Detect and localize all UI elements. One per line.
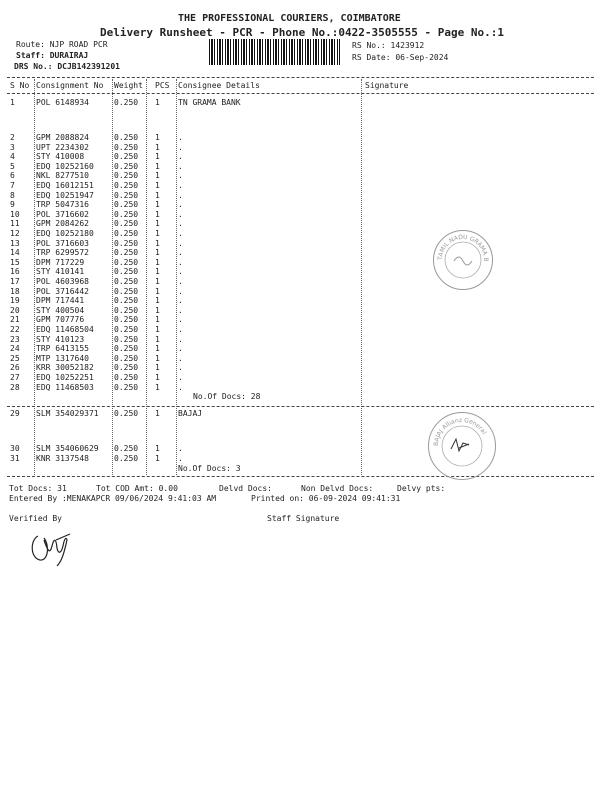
row-pcs: 1 [155,152,160,162]
row-pcs: 1 [155,238,160,248]
row-pcs: 1 [155,409,160,418]
row-sno: 12 [10,229,20,238]
row-details: BAJAJ [178,409,203,418]
row-sno: 10 [10,209,20,219]
row-details: . [178,171,183,181]
divider [7,406,594,407]
column-line [112,79,113,475]
row-weight: 0.250 [114,98,139,107]
row-weight: 0.250 [114,305,139,315]
row-details: . [178,248,183,258]
row-consignment: EDQ 11468504 [36,325,94,334]
row-sno: 1 [10,98,15,107]
row-pcs: 1 [155,142,160,152]
row-sno: 22 [10,325,20,334]
row-sno: 30 [10,444,20,453]
row-consignment: DPM 717441 [36,296,85,306]
row-pcs: 1 [155,334,160,344]
row-details: . [178,286,183,296]
verified-by: Verified By [9,514,62,523]
row-details: . [178,277,183,286]
row-pcs: 1 [155,209,160,219]
row-weight: 0.250 [114,325,139,334]
rs-number: RS No.: 1423912 [352,41,425,50]
barcode [209,39,340,65]
row-weight: 0.250 [114,409,139,418]
staff-label: Staff: DURAIRAJ [16,51,89,60]
row-weight: 0.250 [114,181,139,190]
delivered-docs: Delvd Docs: [219,484,272,493]
row-pcs: 1 [155,229,160,238]
row-pcs: 1 [155,382,160,392]
row-consignment: TRP 6413155 [36,344,89,354]
row-consignment: NKL 8277510 [36,171,89,181]
col-signature: Signature [365,81,409,90]
row-sno: 18 [10,286,20,296]
row-consignment: POL 4603968 [36,277,89,286]
row-pcs: 1 [155,267,160,277]
row-weight: 0.250 [114,373,139,382]
row-pcs: 1 [155,248,160,258]
column-line [176,79,177,475]
handwritten-signature [28,528,80,568]
row-consignment: POL 3716603 [36,238,89,248]
row-sno: 6 [10,171,15,181]
row-sno: 25 [10,353,20,363]
row-details: . [178,152,183,162]
row-consignment: STY 410141 [36,267,85,277]
row-consignment: EDQ 11468503 [36,382,94,392]
row-details: . [178,334,183,344]
row-details: . [178,353,183,363]
row-consignment: EDQ 10251947 [36,190,94,200]
row-details: . [178,382,183,392]
row-sno: 15 [10,257,20,267]
col-consignment: Consignment No [36,81,104,90]
entered-by: Entered By :MENAKAPCR 09/06/2024 9:41:03 AM [9,494,217,503]
row-sno: 26 [10,363,20,373]
row-details: . [178,444,183,453]
docs-count: No.Of Docs: 3 [178,464,241,473]
row-weight: 0.250 [114,190,139,200]
row-sno: 20 [10,305,20,315]
row-weight: 0.250 [114,444,139,453]
row-details: . [178,229,183,238]
row-pcs: 1 [155,219,160,229]
row-details: . [178,142,183,152]
row-consignment: GPM 2084262 [36,219,89,229]
row-consignment: KRR 30052182 [36,363,94,373]
row-weight: 0.250 [114,344,139,354]
row-weight: 0.250 [114,382,139,392]
svg-text:TAMIL NADU GRAMA BANK: TAMIL NADU GRAMA B [436,233,490,262]
row-pcs: 1 [155,190,160,200]
row-consignment: UPT 2234302 [36,142,89,152]
row-consignment: MTP 1317640 [36,353,89,363]
row-pcs: 1 [155,171,160,181]
row-weight: 0.250 [114,454,139,463]
row-sno: 16 [10,267,20,277]
row-details: . [178,373,183,382]
row-weight: 0.250 [114,277,139,286]
row-consignment: POL 6148934 [36,98,89,107]
row-sno: 28 [10,382,20,392]
row-sno: 4 [10,152,15,162]
col-weight: Weight [114,81,143,90]
row-consignment: EDQ 10252180 [36,229,94,238]
row-sno: 7 [10,181,15,190]
row-consignment: EDQ 10252251 [36,373,94,382]
row-pcs: 1 [155,373,160,382]
divider [7,77,594,78]
row-pcs: 1 [155,363,160,373]
row-details: . [178,190,183,200]
row-sno: 24 [10,344,20,354]
row-sno: 8 [10,190,15,200]
total-cod: Tot COD Amt: 0.00 [96,484,178,493]
row-weight: 0.250 [114,296,139,306]
row-consignment: DPM 717229 [36,257,85,267]
row-consignment: EDQ 10252160 [36,161,94,171]
row-details: . [178,363,183,373]
divider [7,93,594,94]
row-weight: 0.250 [114,209,139,219]
delivery-points: Delvy pts: [397,484,446,493]
staff-signature-label: Staff Signature [267,514,340,523]
column-line [146,79,147,475]
row-consignment: TRP 6299572 [36,248,89,258]
rs-date: RS Date: 06-Sep-2024 [352,53,449,62]
row-sno: 9 [10,200,15,210]
svg-text:BAJAJ Allianz General: BAJAJ Allianz General [432,416,488,447]
row-details: . [178,325,183,334]
row-details: . [178,181,183,190]
row-details: . [178,305,183,315]
row-weight: 0.250 [114,334,139,344]
row-consignment: SLM 354029371 [36,409,99,418]
row-details: . [178,238,183,248]
company-title: THE PROFESSIONAL COURIERS, COIMBATORE [178,13,401,24]
row-consignment: STY 410123 [36,334,85,344]
row-sno: 19 [10,296,20,306]
row-pcs: 1 [155,181,160,190]
row-sno: 5 [10,161,15,171]
row-sno: 14 [10,248,20,258]
row-weight: 0.250 [114,229,139,238]
row-sno: 23 [10,334,20,344]
row-consignment: KNR 3137548 [36,454,89,463]
row-weight: 0.250 [114,267,139,277]
row-weight: 0.250 [114,315,139,325]
row-weight: 0.250 [114,248,139,258]
row-details: . [178,344,183,354]
row-weight: 0.250 [114,133,139,142]
row-pcs: 1 [155,257,160,267]
total-docs: Tot Docs: 31 [9,484,67,493]
row-consignment: POL 3716602 [36,209,89,219]
row-consignment: GPM 2088824 [36,133,89,142]
row-details: . [178,200,183,210]
col-pcs: PCS [155,81,170,90]
row-consignment: EDQ 16012151 [36,181,94,190]
row-sno: 29 [10,409,20,418]
row-pcs: 1 [155,305,160,315]
row-sno: 21 [10,315,20,325]
row-details: . [178,219,183,229]
column-line [361,79,362,475]
row-details: . [178,267,183,277]
row-consignment: TRP 5047316 [36,200,89,210]
printed-on: Printed on: 06-09-2024 09:41:31 [251,494,401,503]
row-sno: 31 [10,454,20,463]
row-sno: 3 [10,142,15,152]
row-weight: 0.250 [114,200,139,210]
row-details: . [178,454,183,463]
row-details: . [178,296,183,306]
row-weight: 0.250 [114,238,139,248]
row-sno: 13 [10,238,20,248]
route-label: Route: NJP ROAD PCR [16,40,108,49]
row-pcs: 1 [155,161,160,171]
bank-stamp [433,230,493,290]
row-weight: 0.250 [114,363,139,373]
row-weight: 0.250 [114,152,139,162]
row-pcs: 1 [155,353,160,363]
row-details: TN GRAMA BANK [178,98,241,107]
row-sno: 27 [10,373,20,382]
drs-number: DRS No.: DCJB142391201 [14,62,120,71]
row-pcs: 1 [155,296,160,306]
row-details: . [178,133,183,142]
row-weight: 0.250 [114,353,139,363]
row-details: . [178,161,183,171]
col-details: Consignee Details [178,81,260,90]
row-weight: 0.250 [114,286,139,296]
row-pcs: 1 [155,200,160,210]
row-weight: 0.250 [114,219,139,229]
divider [7,476,594,477]
row-consignment: STY 400504 [36,305,85,315]
company-stamp [428,412,496,480]
row-sno: 17 [10,277,20,286]
row-pcs: 1 [155,133,160,142]
row-pcs: 1 [155,325,160,334]
row-pcs: 1 [155,344,160,354]
col-sno: S No [10,81,30,90]
row-sno: 11 [10,219,20,229]
row-pcs: 1 [155,98,160,107]
row-weight: 0.250 [114,171,139,181]
row-weight: 0.250 [114,142,139,152]
row-weight: 0.250 [114,257,139,267]
row-consignment: STY 410008 [36,152,85,162]
row-details: . [178,209,183,219]
row-consignment: SLM 354060629 [36,444,99,453]
row-pcs: 1 [155,286,160,296]
column-line [34,79,35,475]
row-sno: 2 [10,133,15,142]
row-details: . [178,315,183,325]
row-consignment: GPM 707776 [36,315,85,325]
docs-count: No.Of Docs: 28 [193,392,261,401]
row-pcs: 1 [155,444,160,453]
row-pcs: 1 [155,315,160,325]
row-pcs: 1 [155,454,160,463]
non-delivered-docs: Non Delvd Docs: [301,484,374,493]
row-weight: 0.250 [114,161,139,171]
row-details: . [178,257,183,267]
row-consignment: POL 3716442 [36,286,89,296]
runsheet-subtitle: Delivery Runsheet - PCR - Phone No.:0422-3505555 - Page No.:1 [100,26,504,39]
row-pcs: 1 [155,277,160,286]
